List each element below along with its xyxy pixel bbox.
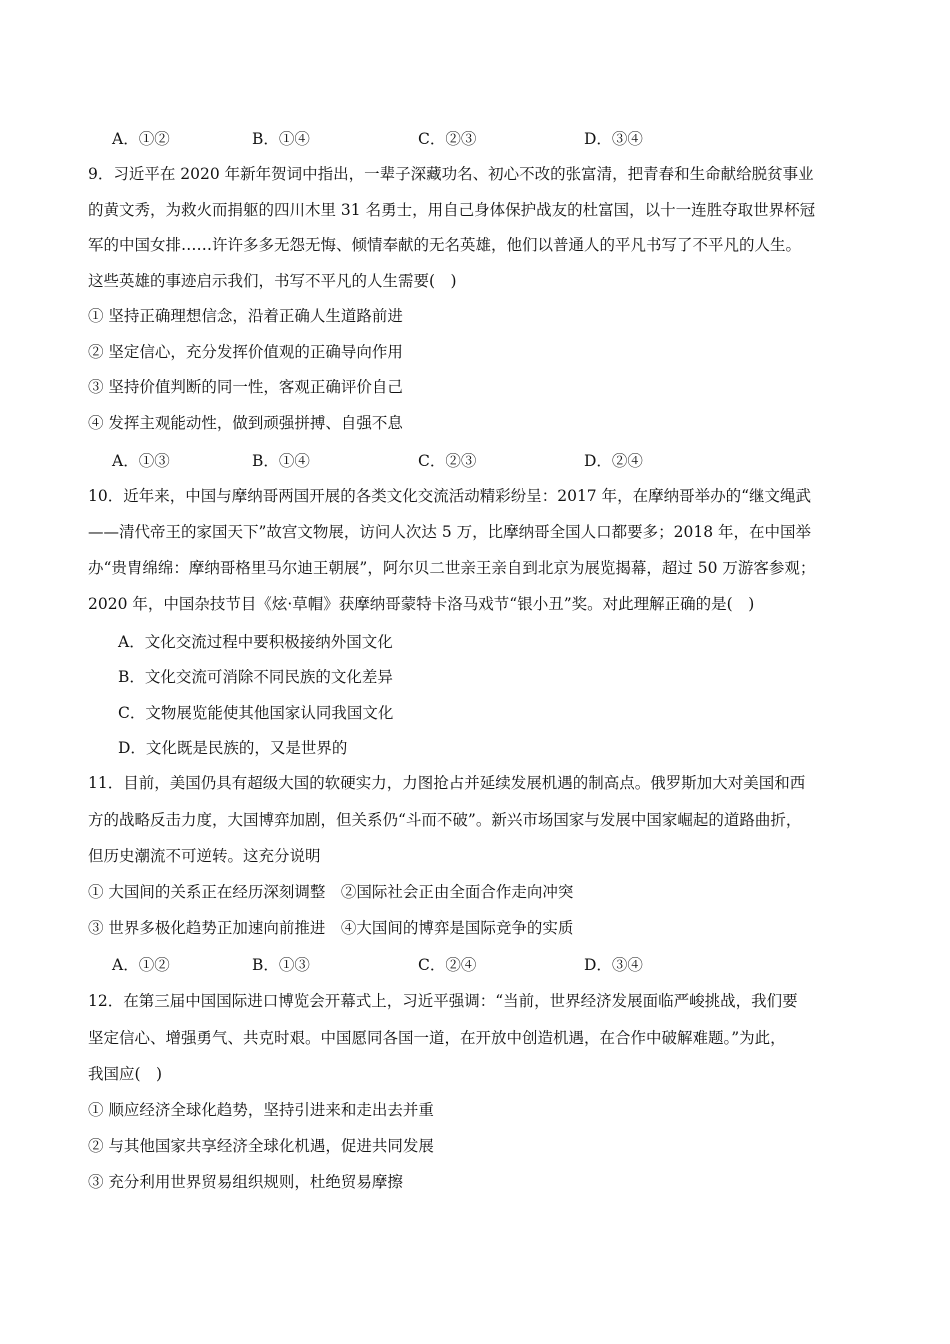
q12-stem-line: 坚定信心、增强勇气、共克时艰。中国愿同各国一道，在开放中创造机遇，在合作中破解难题。”为此， xyxy=(88,1029,786,1047)
q10-option-d: D．文化既是民族的，又是世界的 xyxy=(118,739,348,757)
q9-item: ② 坚定信心，充分发挥价值观的正确导向作用 xyxy=(88,343,403,361)
q11-option-a: A．①② xyxy=(112,956,170,974)
q11-option-d: D．③④ xyxy=(584,956,643,974)
q11-option-b: B．①③ xyxy=(252,956,310,974)
q10-stem-line: 2020 年，中国杂技节目《炫·草帽》获摩纳哥蒙特卡洛马戏节“银小丑”奖。对此理解正确的是( ) xyxy=(88,595,755,613)
q8-option-c: C．②③ xyxy=(418,130,477,148)
q9-item: ① 坚持正确理想信念，沿着正确人生道路前进 xyxy=(88,307,403,325)
q10-stem-line: ——清代帝王的家国天下”故宫文物展，访问人次达 5 万，比摩纳哥全国人口都要多；2018 年，在中国举 xyxy=(88,523,812,541)
q9-stem-line: 9．习近平在 2020 年新年贺词中指出，一辈子深藏功名、初心不改的张富清，把青春和生命献给脱贫事业 xyxy=(88,165,814,183)
q11-stem-line: 但历史潮流不可逆转。这充分说明 xyxy=(88,847,321,865)
q11-stem-line: 方的战略反击力度，大国博弈加剧，但关系仍“斗而不破”。新兴市场国家与发展中国家崛起的道路曲折， xyxy=(88,811,802,829)
q10-option-c: C．文物展览能使其他国家认同我国文化 xyxy=(118,704,394,722)
q8-option-b: B．①④ xyxy=(252,130,310,148)
q10-option-a: A．文化交流过程中要积极接纳外国文化 xyxy=(118,633,393,651)
q9-stem-line: 的黄文秀，为救火而捐躯的四川木里 31 名勇士，用自己身体保护战友的杜富国，以十一连胜夺取世界杯冠 xyxy=(88,201,816,219)
q11-item: ③ 世界多极化趋势正加速向前推进 ④大国间的博弈是国际竞争的实质 xyxy=(88,919,574,937)
q11-stem-line: 11．目前，美国仍具有超级大国的软硬实力，力图抢占并延续发展机遇的制高点。俄罗斯加大对美国和西 xyxy=(88,774,806,792)
q9-item: ④ 发挥主观能动性，做到顽强拼搏、自强不息 xyxy=(88,414,403,432)
q11-item: ① 大国间的关系正在经历深刻调整 ②国际社会正由全面合作走向冲突 xyxy=(88,883,574,901)
q9-item: ③ 坚持价值判断的同一性，客观正确评价自己 xyxy=(88,378,403,396)
q10-stem-line: 10．近年来，中国与摩纳哥两国开展的各类文化交流活动精彩纷呈：2017 年，在摩纳哥举办的“继文绳武 xyxy=(88,487,812,505)
q10-option-b: B．文化交流可消除不同民族的文化差异 xyxy=(118,668,393,686)
q9-stem-line: 军的中国女排……许许多多无怨无悔、倾情奉献的无名英雄，他们以普通人的平凡书写了不平凡的人生。 xyxy=(88,236,802,254)
q12-item: ① 顺应经济全球化趋势，坚持引进来和走出去并重 xyxy=(88,1101,434,1119)
q9-stem-line: 这些英雄的事迹启示我们，书写不平凡的人生需要( ) xyxy=(88,272,457,290)
q8-option-d: D．③④ xyxy=(584,130,643,148)
q12-stem-line: 12．在第三届中国国际进口博览会开幕式上，习近平强调：“当前，世界经济发展面临严峻挑战，我们要 xyxy=(88,992,798,1010)
q9-option-b: B．①④ xyxy=(252,452,310,470)
q12-item: ③ 充分利用世界贸易组织规则，杜绝贸易摩擦 xyxy=(88,1173,403,1191)
q12-item: ② 与其他国家共享经济全球化机遇，促进共同发展 xyxy=(88,1137,434,1155)
q8-option-a: A．①② xyxy=(112,130,170,148)
q10-stem-line: 办“贵胄绵绵：摩纳哥格里马尔迪王朝展”，阿尔贝二世亲王亲自到北京为展览揭幕，超过 50 万游客参观； xyxy=(88,559,816,577)
q11-option-c: C．②④ xyxy=(418,956,477,974)
q12-stem-line: 我国应( ) xyxy=(88,1065,163,1083)
q9-option-d: D．②④ xyxy=(584,452,643,470)
q9-option-c: C．②③ xyxy=(418,452,477,470)
q9-option-a: A．①③ xyxy=(112,452,170,470)
